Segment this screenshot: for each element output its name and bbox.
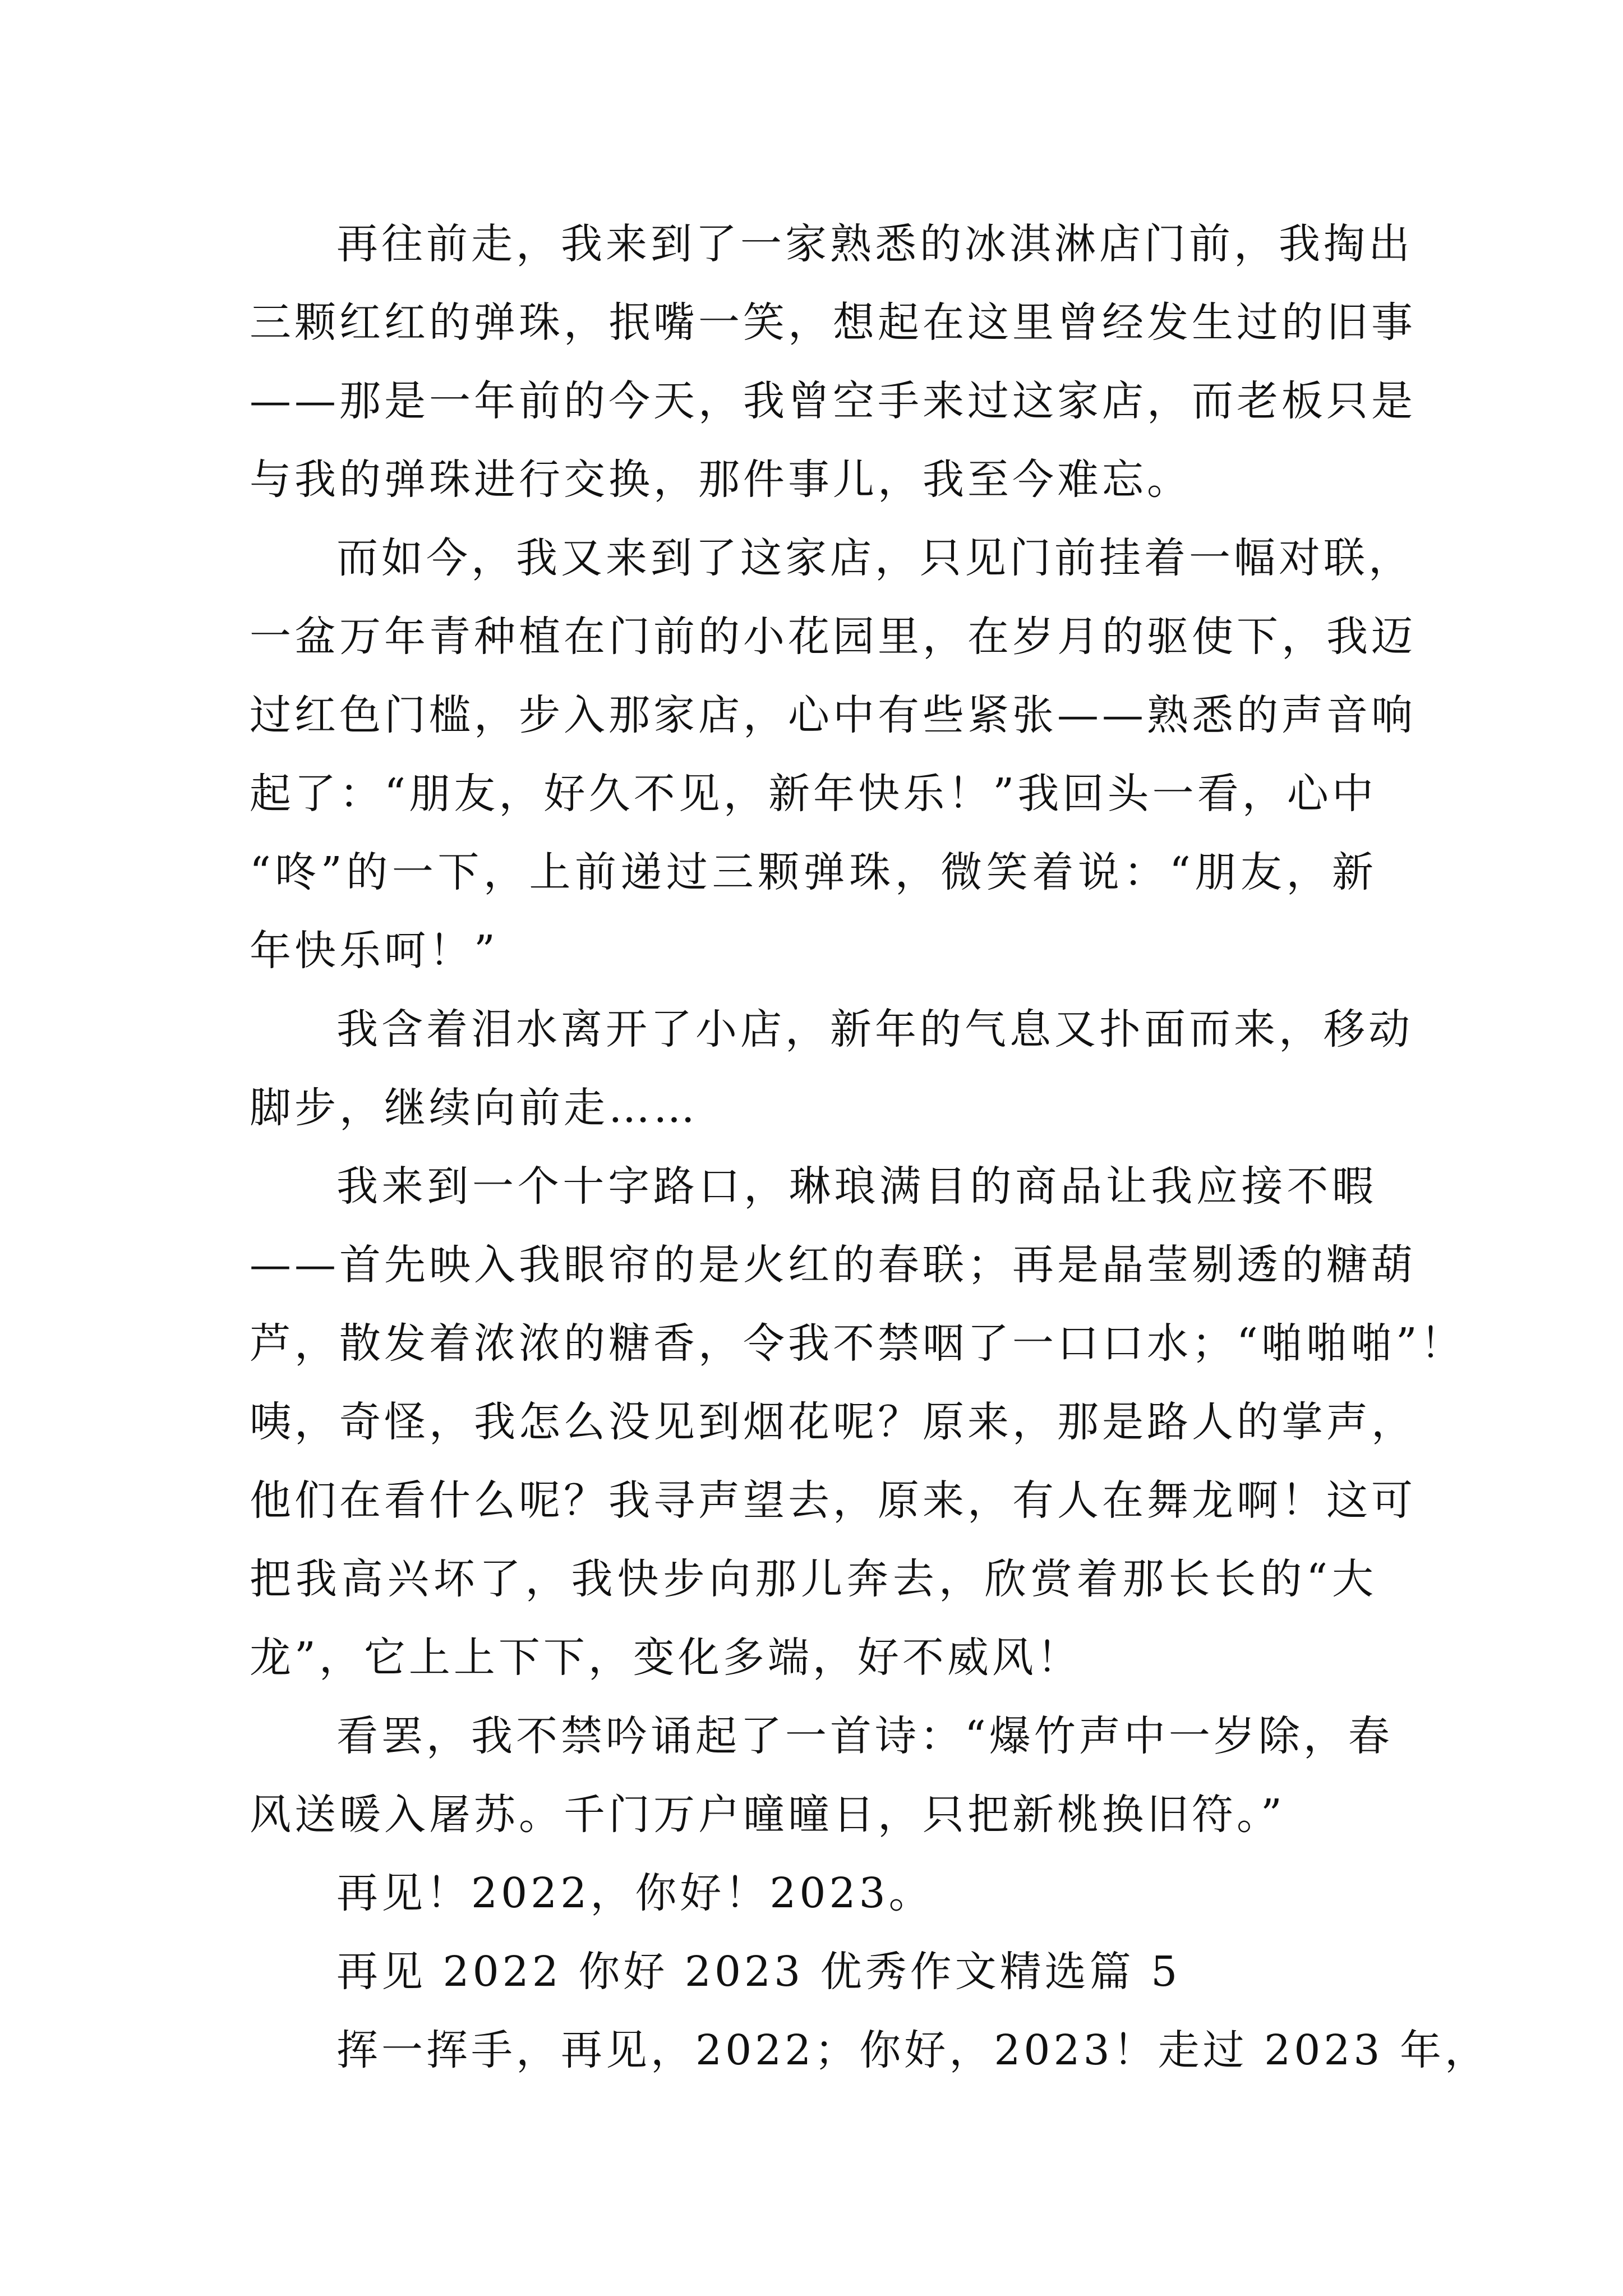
paragraph-line: 脚步，继续向前走…… bbox=[250, 1084, 698, 1132]
paragraph-line: 风送暖入屠苏。千门万户曈曈日，只把新桃换旧符。” bbox=[250, 1791, 1285, 1839]
paragraph-line: 起了：“朋友，好久不见，新年快乐！”我回头一看，心中 bbox=[250, 770, 1377, 818]
paragraph-line: 咦，奇怪，我怎么没见到烟花呢？原来，那是路人的掌声， bbox=[250, 1398, 1416, 1446]
paragraph-line: 我来到一个十字路口，琳琅满目的商品让我应接不暇 bbox=[336, 1162, 1377, 1211]
paragraph-line: 把我高兴坏了，我快步向那儿奔去，欣赏着那长长的“大 bbox=[250, 1555, 1377, 1603]
paragraph-line: 他们在看什么呢？我寻声望去，原来，有人在舞龙啊！这可 bbox=[250, 1476, 1416, 1525]
paragraph-line: 再往前走，我来到了一家熟悉的冰淇淋店门前，我掏出 bbox=[336, 220, 1413, 268]
paragraph-line: 看罢，我不禁吟诵起了一首诗：“爆竹声中一岁除，春 bbox=[336, 1712, 1393, 1760]
paragraph-line: 过红色门槛，步入那家店，心中有些紧张——熟悉的声音响 bbox=[250, 691, 1416, 739]
paragraph-line: “咚”的一下，上前递过三颗弹珠，微笑着说：“朋友，新 bbox=[250, 848, 1377, 896]
paragraph-line: 挥一挥手，再见，2022；你好，2023！走过 2023 年， bbox=[336, 2026, 1490, 2074]
paragraph-line: 三颗红红的弹珠，抿嘴一笑，想起在这里曾经发生过的旧事 bbox=[250, 298, 1416, 347]
paragraph-line: 我含着泪水离开了小店，新年的气息又扑面而来，移动 bbox=[336, 1005, 1413, 1053]
section-heading: 再见 2022 你好 2023 优秀作文精选篇 5 bbox=[336, 1948, 1181, 1996]
paragraph-line: 再见！2022，你好！2023。 bbox=[336, 1869, 934, 1917]
paragraph-line: 而如今，我又来到了这家店，只见门前挂着一幅对联， bbox=[336, 534, 1413, 582]
paragraph-line: 与我的弹珠进行交换，那件事儿，我至今难忘。 bbox=[250, 455, 1192, 504]
paragraph-line: 龙”，它上上下下，变化多端，好不威风！ bbox=[250, 1634, 1082, 1682]
paragraph-line: 芦，散发着浓浓的糖香，令我不禁咽了一口口水；“啪啪啪”！ bbox=[250, 1319, 1465, 1368]
paragraph-line: ——首先映入我眼帘的是火红的春联；再是晶莹剔透的糖葫 bbox=[250, 1241, 1416, 1289]
paragraph-line: ——那是一年前的今天，我曾空手来过这家店，而老板只是 bbox=[250, 377, 1416, 425]
paragraph-line: 一盆万年青种植在门前的小花园里，在岁月的驱使下，我迈 bbox=[250, 613, 1416, 661]
paragraph-line: 年快乐呵！” bbox=[250, 927, 499, 975]
